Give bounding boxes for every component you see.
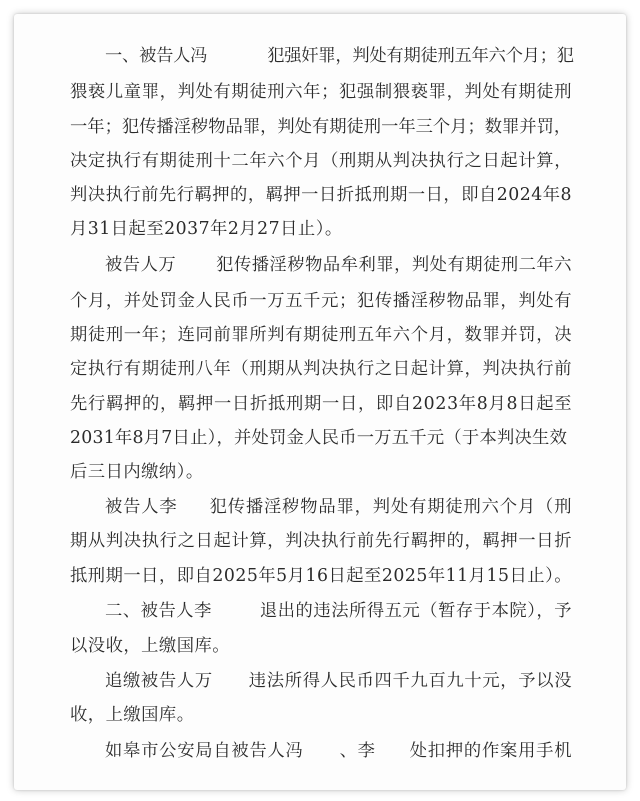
text-line: [70, 291, 572, 311]
text-run: 处扣押的作案用手机: [409, 741, 573, 761]
text-run: 决定执行有期徒刑十二年六个月（刑期从判决执行之日起计算，: [70, 151, 573, 171]
text-run: 一年；犯传播淫秽物品罪，判处有期徒刑一年三个月；数罪并罚，: [70, 117, 572, 137]
text-run: 期从判决执行之日起计算，判决执行前先行羁押的，羁押一日折: [70, 531, 573, 551]
document-page: [14, 14, 626, 790]
text-run: 如皋市公安局自被告人冯: [105, 741, 304, 761]
text-line: [105, 497, 572, 517]
text-run: 犯传播淫秽物品罪，判处有期徒刑六个月（刑: [209, 497, 573, 517]
text-run: 被告人李: [105, 497, 178, 517]
text-line: [70, 636, 230, 656]
text-run: 期徒刑一年；连同前罪所判有期徒刑五年六个月，数罪并罚，决: [70, 325, 573, 345]
text-run: 退出的违法所得五元（暂存于本院），予: [259, 601, 573, 621]
text-run: 先行羁押的，羁押一日折抵刑期一日，即自2023年8月8日起至: [70, 394, 573, 414]
text-line: [70, 566, 572, 586]
text-run: 违法所得人民币四千九百九十元，予以没: [248, 671, 573, 691]
text-run: 二、被告人李: [105, 601, 212, 621]
text-run: 以没收，上缴国库。: [70, 636, 231, 656]
text-run: 定执行有期徒刑八年（刑期从判决执行之日起计算，判决执行前: [70, 359, 573, 379]
text-line: [70, 428, 567, 448]
text-line: [70, 359, 572, 379]
text-run: 月31日起至2037年2月27日止）。: [70, 219, 343, 239]
text-line: [70, 219, 343, 239]
text-line: [105, 601, 572, 621]
text-run: 被告人万: [105, 255, 177, 275]
text-line: [70, 82, 572, 102]
text-run: 一、被告人冯: [105, 46, 208, 66]
text-line: [70, 394, 572, 414]
text-line: [70, 151, 572, 171]
text-run: 追缴被告人万: [105, 671, 213, 691]
text-line: [70, 325, 572, 345]
text-run: 犯传播淫秽物品牟利罪，判处有期徒刑二年六: [216, 255, 572, 275]
text-line: [105, 46, 574, 66]
text-line: [70, 531, 572, 551]
text-run: 猥亵儿童罪，判处有期徒刑六年；犯强制猥亵罪，判处有期徒刑: [70, 82, 573, 102]
text-run: 2031年8月7日止），并处罚金人民币一万五千元（于本判决生效: [70, 428, 568, 448]
text-line: [70, 117, 571, 137]
text-line: [70, 705, 194, 725]
text-line: [105, 255, 572, 275]
text-line: [70, 462, 204, 482]
text-run: 判决执行前先行羁押的，羁押一日折抵刑期一日，即自2024年8: [70, 185, 573, 205]
text-run: 个月，并处罚金人民币一万五千元；犯传播淫秽物品罪，判处有: [70, 291, 573, 311]
text-run: 后三日内缴纳）。: [70, 462, 204, 482]
text-run: 犯强奸罪，判处有期徒刑五年六个月；犯: [267, 46, 574, 66]
text-line: [70, 185, 572, 205]
text-line: [105, 671, 572, 691]
text-run: 收，上缴国库。: [70, 705, 195, 725]
text-line: [105, 741, 572, 761]
text-run: 、李: [339, 741, 376, 761]
text-run: 抵刑期一日，即自2025年5月16日起至2025年11月15日止）。: [70, 566, 573, 586]
